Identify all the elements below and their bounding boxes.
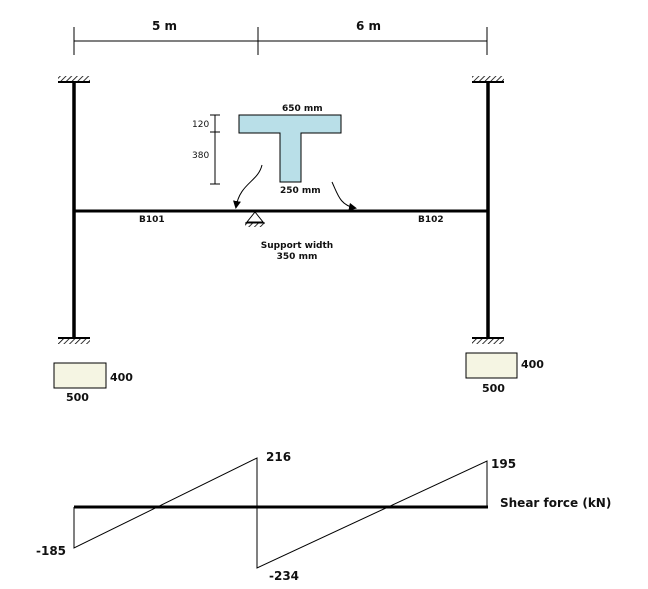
shear-value-195: 195 xyxy=(491,457,517,471)
left-column-depth: 400 xyxy=(110,371,133,384)
span-left-label: 5 m xyxy=(152,19,178,33)
support-width-label: Support width xyxy=(260,241,334,251)
fixed-support-top-right xyxy=(472,76,504,82)
t-section-shape xyxy=(239,115,341,182)
left-column-section-box xyxy=(54,363,106,388)
shear-value-neg185: -185 xyxy=(36,544,67,558)
right-column-depth: 400 xyxy=(521,358,544,371)
span-dimension xyxy=(74,27,487,55)
span-right-label: 6 m xyxy=(356,19,382,33)
web-width-label: 250 mm xyxy=(280,186,321,196)
beam-right-label: B102 xyxy=(418,215,444,225)
fixed-support-bottom-right xyxy=(472,338,504,344)
shear-value-216: 216 xyxy=(266,450,292,464)
arrow-to-b101 xyxy=(236,165,262,207)
left-column-width: 500 xyxy=(66,391,89,404)
section-depth-dimension xyxy=(210,115,220,184)
right-column-section-box xyxy=(466,353,517,378)
shear-diagram-outline xyxy=(74,458,487,568)
shear-value-neg234: -234 xyxy=(269,569,300,583)
flange-depth-label: 120 xyxy=(192,120,210,130)
pin-support xyxy=(245,212,265,227)
fixed-support-top-left xyxy=(58,76,90,82)
flange-width-label: 650 mm xyxy=(282,104,323,114)
fixed-support-bottom-left xyxy=(58,338,90,344)
arrow-to-b102 xyxy=(332,182,355,208)
shear-force-label: Shear force (kN) xyxy=(500,496,612,510)
right-column-width: 500 xyxy=(482,382,505,395)
support-width-value: 350 mm xyxy=(276,252,318,262)
beam-left-label: B101 xyxy=(139,215,165,225)
web-depth-label: 380 xyxy=(192,151,210,161)
